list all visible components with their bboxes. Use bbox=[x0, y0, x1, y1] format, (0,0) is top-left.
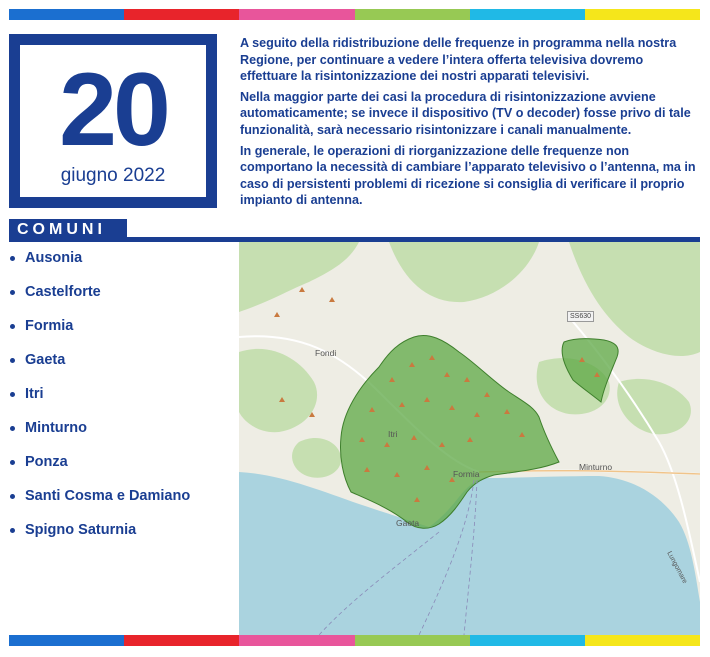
stripe-segment bbox=[124, 9, 239, 20]
info-text bbox=[240, 35, 702, 213]
stripe-segment bbox=[585, 635, 700, 646]
bullet-icon bbox=[10, 460, 15, 465]
date-box-inner bbox=[20, 45, 206, 197]
map-label-itri: Itri bbox=[388, 429, 398, 439]
comune-name: Itri bbox=[25, 386, 44, 402]
stripe-segment bbox=[470, 9, 585, 20]
map-road-badge: SS630 bbox=[567, 311, 594, 322]
list-item bbox=[9, 454, 190, 488]
list-item bbox=[9, 522, 190, 556]
date-month-year: giugno 2022 bbox=[60, 165, 166, 186]
stripe-segment bbox=[239, 635, 354, 646]
stripe-segment bbox=[9, 635, 124, 646]
stripe-segment bbox=[355, 635, 470, 646]
bottom-color-stripe bbox=[9, 635, 700, 646]
bullet-icon bbox=[10, 426, 15, 431]
info-paragraph-1: A seguito della ridistribuzione delle frequenze in programma nella nostra Regione, per continuare a vedere l’intera offerta televisiva dovremo effettuare la risintonizzazione dei nostri apparati televisivi. bbox=[240, 36, 677, 84]
bullet-icon bbox=[10, 324, 15, 329]
list-item bbox=[9, 318, 190, 352]
comune-name: Minturno bbox=[25, 420, 88, 436]
comuni-title: COMUNI bbox=[9, 219, 127, 241]
stripe-segment bbox=[239, 9, 354, 20]
bullet-icon bbox=[10, 256, 15, 261]
list-item bbox=[9, 352, 190, 386]
stripe-segment bbox=[355, 9, 470, 20]
list-item bbox=[9, 284, 190, 318]
bullet-icon bbox=[10, 494, 15, 499]
comune-name: Formia bbox=[25, 318, 74, 334]
comune-name: Santi Cosma e Damiano bbox=[25, 488, 191, 504]
comune-name: Castelforte bbox=[25, 284, 101, 300]
date-day: 20 bbox=[59, 52, 167, 168]
map-svg bbox=[239, 242, 700, 635]
list-item bbox=[9, 420, 190, 454]
stripe-segment bbox=[585, 9, 700, 20]
comune-name: Gaeta bbox=[25, 352, 66, 368]
stripe-segment bbox=[9, 9, 124, 20]
list-item bbox=[9, 250, 190, 284]
comune-name: Ausonia bbox=[25, 250, 83, 266]
coverage-map bbox=[239, 242, 700, 635]
bullet-icon bbox=[10, 528, 15, 533]
stripe-segment bbox=[470, 635, 585, 646]
info-paragraph-2: Nella maggior parte dei casi la procedura di risintonizzazione avviene automaticamente; se invece il dispositivo (TV o decoder) fosse privo di tale funzionalità, sarà necessario risintonizzare i canali manualmente. bbox=[240, 89, 691, 137]
list-item bbox=[9, 386, 190, 420]
map-label-coast-road: Lungomare bbox=[665, 550, 689, 585]
bullet-icon bbox=[10, 392, 15, 397]
list-item bbox=[9, 488, 190, 522]
info-paragraph-3: In generale, le operazioni di riorganizzazione delle frequenze non comportano la necessità di cambiare l’apparato televisivo o l’antenna, ma in caso di persistenti problemi di ricezione si consiglia di verificare il proprio impianto di antenna. bbox=[240, 143, 696, 208]
map-label-minturno: Minturno bbox=[579, 462, 613, 472]
comuni-list bbox=[9, 250, 190, 556]
date-box bbox=[9, 34, 217, 208]
bullet-icon bbox=[10, 290, 15, 295]
comune-name: Spigno Saturnia bbox=[25, 522, 137, 538]
bullet-icon bbox=[10, 358, 15, 363]
map-label-fondi: Fondi bbox=[315, 348, 337, 358]
stripe-segment bbox=[124, 635, 239, 646]
map-sea bbox=[239, 472, 700, 635]
map-label-formia: Formia bbox=[453, 469, 480, 479]
comune-name: Ponza bbox=[25, 454, 68, 470]
map-label-gaeta: Gaeta bbox=[396, 518, 420, 528]
top-color-stripe bbox=[9, 9, 700, 20]
